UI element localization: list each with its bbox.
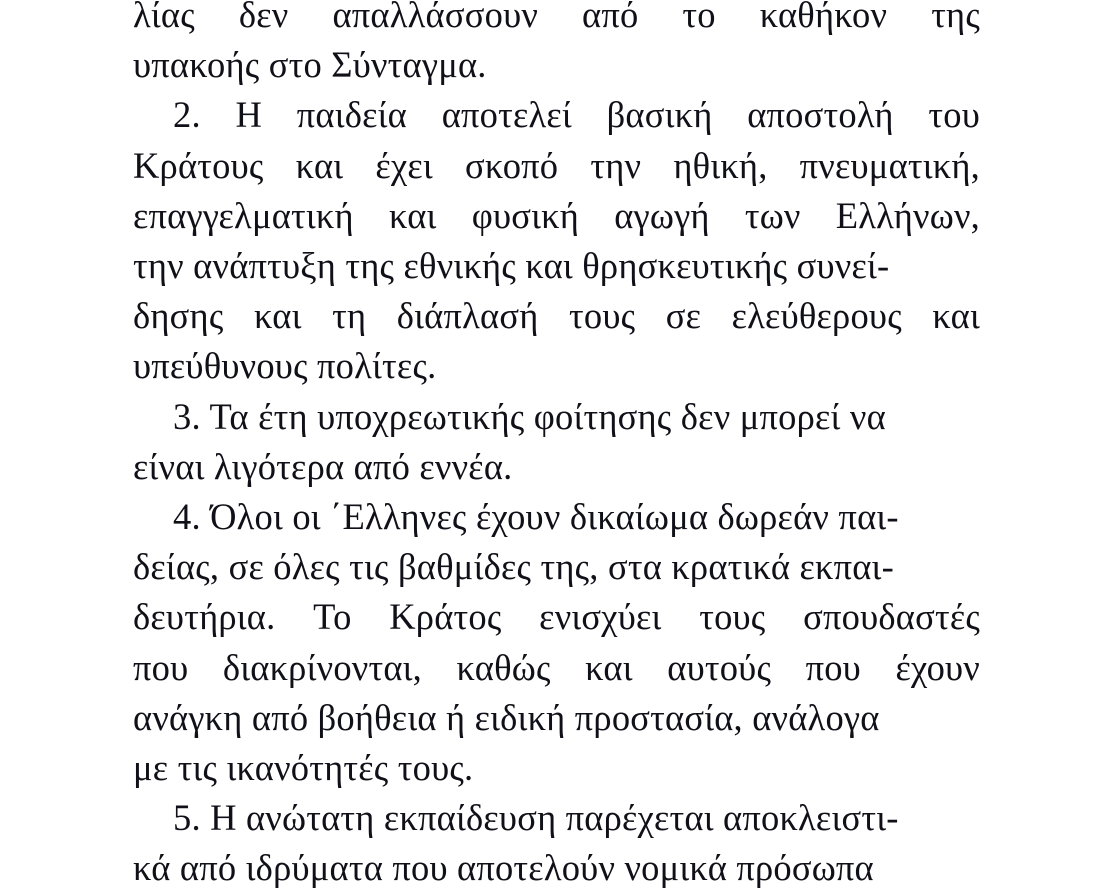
word: τους bbox=[699, 596, 766, 638]
text-line: υπακοής στο Σύνταγμα. bbox=[133, 44, 487, 86]
word: σκοπό bbox=[465, 144, 559, 186]
text-line: με τις ικανότητές τους. bbox=[133, 747, 474, 789]
word: λίας bbox=[133, 0, 195, 35]
word: των bbox=[744, 194, 801, 236]
text-line: 4. Όλοι οι ΄Ελληνες έχουν δικαίωμα δωρεάν παι- bbox=[173, 496, 899, 538]
text-line: υπεύθυνους πολίτες. bbox=[133, 345, 437, 387]
word: σπουδαστές bbox=[803, 596, 980, 638]
paragraph bbox=[133, 90, 980, 391]
word: φυσική bbox=[471, 194, 580, 236]
text-line: ανάγκη από βοήθεια ή ειδική προστασία, ανάλογα bbox=[133, 696, 880, 738]
text-line: είναι λιγότερα από εννέα. bbox=[133, 445, 513, 487]
text-line bbox=[133, 90, 980, 140]
paragraph bbox=[133, 392, 980, 492]
word: και bbox=[295, 144, 344, 186]
text-line bbox=[133, 643, 980, 693]
word: καθώς bbox=[456, 646, 551, 688]
word: από bbox=[582, 0, 639, 35]
paragraph bbox=[133, 492, 980, 793]
word: πνευματική, bbox=[799, 144, 980, 186]
word: διάπλασή bbox=[396, 295, 539, 337]
text-line: την ανάπτυξη της εθνικής και θρησκευτικής συνεί- bbox=[133, 245, 890, 287]
word: το bbox=[682, 0, 716, 35]
word: παιδεία bbox=[296, 94, 407, 136]
word: και bbox=[585, 646, 633, 688]
text-column bbox=[133, 0, 980, 894]
word: της bbox=[931, 0, 980, 35]
word: Το bbox=[313, 596, 352, 638]
word: του bbox=[928, 94, 980, 136]
word: δησης bbox=[133, 295, 224, 337]
word: αυτούς bbox=[667, 646, 772, 688]
text-line bbox=[133, 0, 980, 40]
word: τη bbox=[332, 295, 367, 337]
word: που bbox=[133, 646, 189, 688]
word: δεν bbox=[238, 0, 289, 35]
word: καθήκον bbox=[759, 0, 888, 35]
word: έχουν bbox=[895, 646, 980, 688]
word: επαγγελματική bbox=[133, 194, 354, 236]
word: που bbox=[805, 646, 861, 688]
word: 2. bbox=[173, 94, 201, 136]
word: διακρίνονται, bbox=[222, 646, 423, 688]
word: και bbox=[254, 295, 302, 337]
text-line: δείας, σε όλες τις βαθμίδες της, στα κρατικά εκπαι- bbox=[133, 546, 894, 588]
text-line bbox=[133, 141, 980, 191]
word: αποστολή bbox=[747, 94, 894, 136]
word: έχει bbox=[375, 144, 433, 186]
text-line bbox=[133, 592, 980, 642]
paragraph bbox=[133, 0, 980, 90]
text-line: 3. Τα έτη υποχρεωτικής φοίτησης δεν μπορεί να bbox=[173, 395, 886, 437]
word: απαλλάσσουν bbox=[332, 0, 539, 35]
word: σε bbox=[665, 295, 702, 337]
word: Κράτους bbox=[133, 144, 264, 186]
word: Κράτος bbox=[389, 596, 502, 638]
word: Η bbox=[235, 94, 263, 136]
word: Ελλήνων, bbox=[835, 194, 980, 236]
word: τους bbox=[569, 295, 636, 337]
word: βασική bbox=[606, 94, 713, 136]
word: αποτελεί bbox=[441, 94, 572, 136]
text-line bbox=[133, 291, 980, 341]
word: και bbox=[388, 194, 437, 236]
word: αγωγή bbox=[614, 194, 710, 236]
word: ελεύθερους bbox=[731, 295, 902, 337]
word: ενισχύει bbox=[539, 596, 662, 638]
word: και bbox=[932, 295, 980, 337]
word: την bbox=[590, 144, 642, 186]
word: ηθική, bbox=[673, 144, 768, 186]
text-line bbox=[133, 191, 980, 241]
word: δευτήρια. bbox=[133, 596, 276, 638]
text-line: 5. Η ανώτατη εκπαίδευση παρέχεται αποκλειστι- bbox=[173, 797, 899, 839]
text-line: κά από ιδρύματα που αποτελούν νομικά πρόσωπα bbox=[133, 847, 874, 889]
paragraph bbox=[133, 793, 980, 893]
